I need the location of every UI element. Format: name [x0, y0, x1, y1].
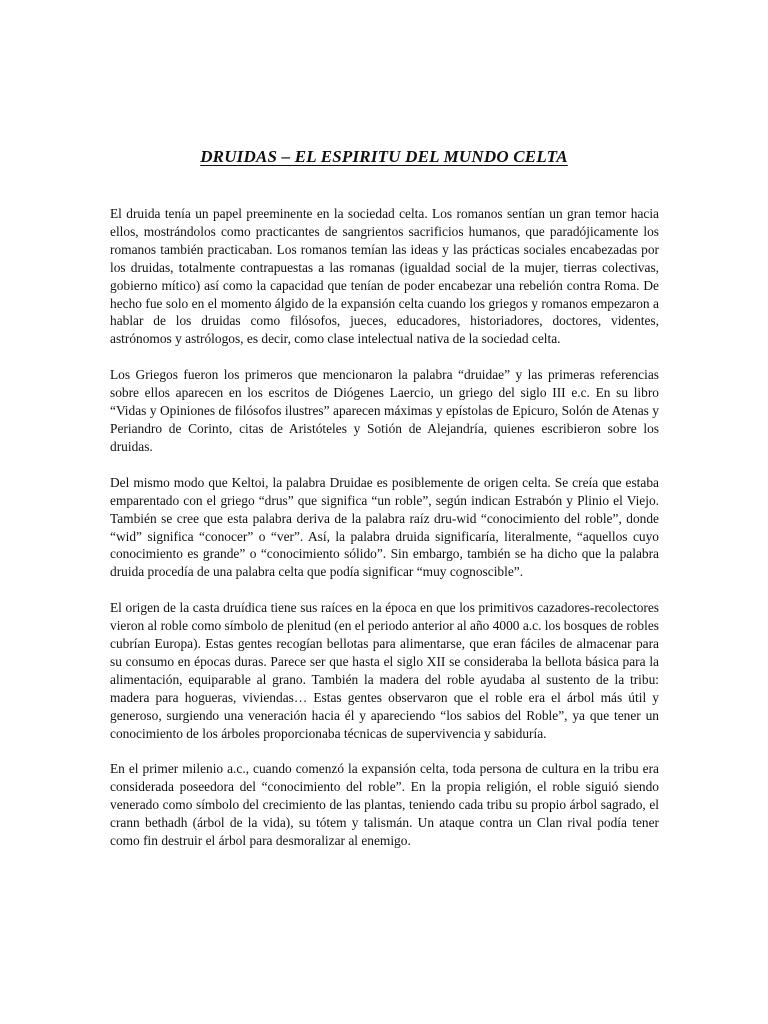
- paragraph-3: Del mismo modo que Keltoi, la palabra Druidae es posiblemente de origen celta. Se creía que estaba emparentado con el griego “drus” que significa “un roble”, según indican Estrabón y Plinio el Viejo. También se cree que esta palabra deriva de la palabra raíz dru-wid “conocimiento del roble”, donde “wid” significa “conocer” o “ver”. Así, la palabra druida significaría, literalmente, “aquellos cuyo conocimiento es grande” o “conocimiento sólido”. Sin embargo, también se ha dicho que la palabra druida procedía de una palabra celta que podía significar “muy cognoscible”.: [110, 474, 659, 580]
- document-title: DRUIDAS – EL ESPIRITU DEL MUNDO CELTA: [200, 147, 568, 166]
- paragraph-2: Los Griegos fueron los primeros que mencionaron la palabra “druidae” y las primeras referencias sobre ellos aparecen en los escritos de Diógenes Laercio, un griego del siglo III e.c. En su libro “Vidas y Opiniones de filósofos ilustres” aparecen máximas y epístolas de Epicuro, Solón de Atenas y Periandro de Corinto, citas de Aristóteles y Sotión de Alejandría, quienes escribieron sobre los druidas.: [110, 367, 659, 454]
- document-body: [110, 205, 659, 868]
- paragraph-4: El origen de la casta druídica tiene sus raíces en la época en que los primitivos cazadores-recolectores vieron al roble como símbolo de plenitud (en el periodo anterior al año 4000 a.c. los bosques de robles cubrían Europa). Estas gentes recogían bellotas para alimentarse, que eran fáciles de almacenar para su consumo en épocas duras. Parece ser que hasta el siglo XII se consideraba la bellota básica para la alimentación, equiparable al grano. También la madera del roble ayudaba al sustento de la tribu: madera para hogueras, viviendas… Estas gentes observaron que el roble era el árbol más útil y generoso, surgiendo una veneración hacia él y apareciendo “los sabios del Roble”, ya que tener un conocimiento de los árboles proporcionaba técnicas de supervivencia y sabiduría.: [110, 600, 659, 741]
- paragraph-5: En el primer milenio a.c., cuando comenzó la expansión celta, toda persona de cultura en la tribu era considerada poseedora del “conocimiento del roble”. En la propia religión, el roble siguió siendo venerado como símbolo del crecimiento de las plantas, teniendo cada tribu su propio árbol sagrado, el crann bethadh (árbol de la vida), su tótem y talismán. Un ataque contra un Clan rival podía tener como fin destruir el árbol para desmoralizar al enemigo.: [110, 761, 659, 849]
- paragraph-1: El druida tenía un papel preeminente en la sociedad celta. Los romanos sentían un gran temor hacia ellos, mostrándolos como practicantes de sangrientos sacrificios humanos, que paradójicamente los romanos también practicaban. Los romanos temían las ideas y las prácticas sociales encabezadas por los druidas, totalmente contrapuestas a las romanas (igualdad social de la mujer, tierras colectivas, gobierno mítico) así como la capacidad que tenían de poder encabezar una rebelión contra Roma. De hecho fue solo en el momento álgido de la expansión celta cuando los griegos y romanos empezaron a hablar de los druidas como filósofos, jueces, educadores, historiadores, doctores, videntes, astrónomos y astrólogos, es decir, como clase intelectual nativa de la sociedad celta.: [110, 206, 659, 347]
